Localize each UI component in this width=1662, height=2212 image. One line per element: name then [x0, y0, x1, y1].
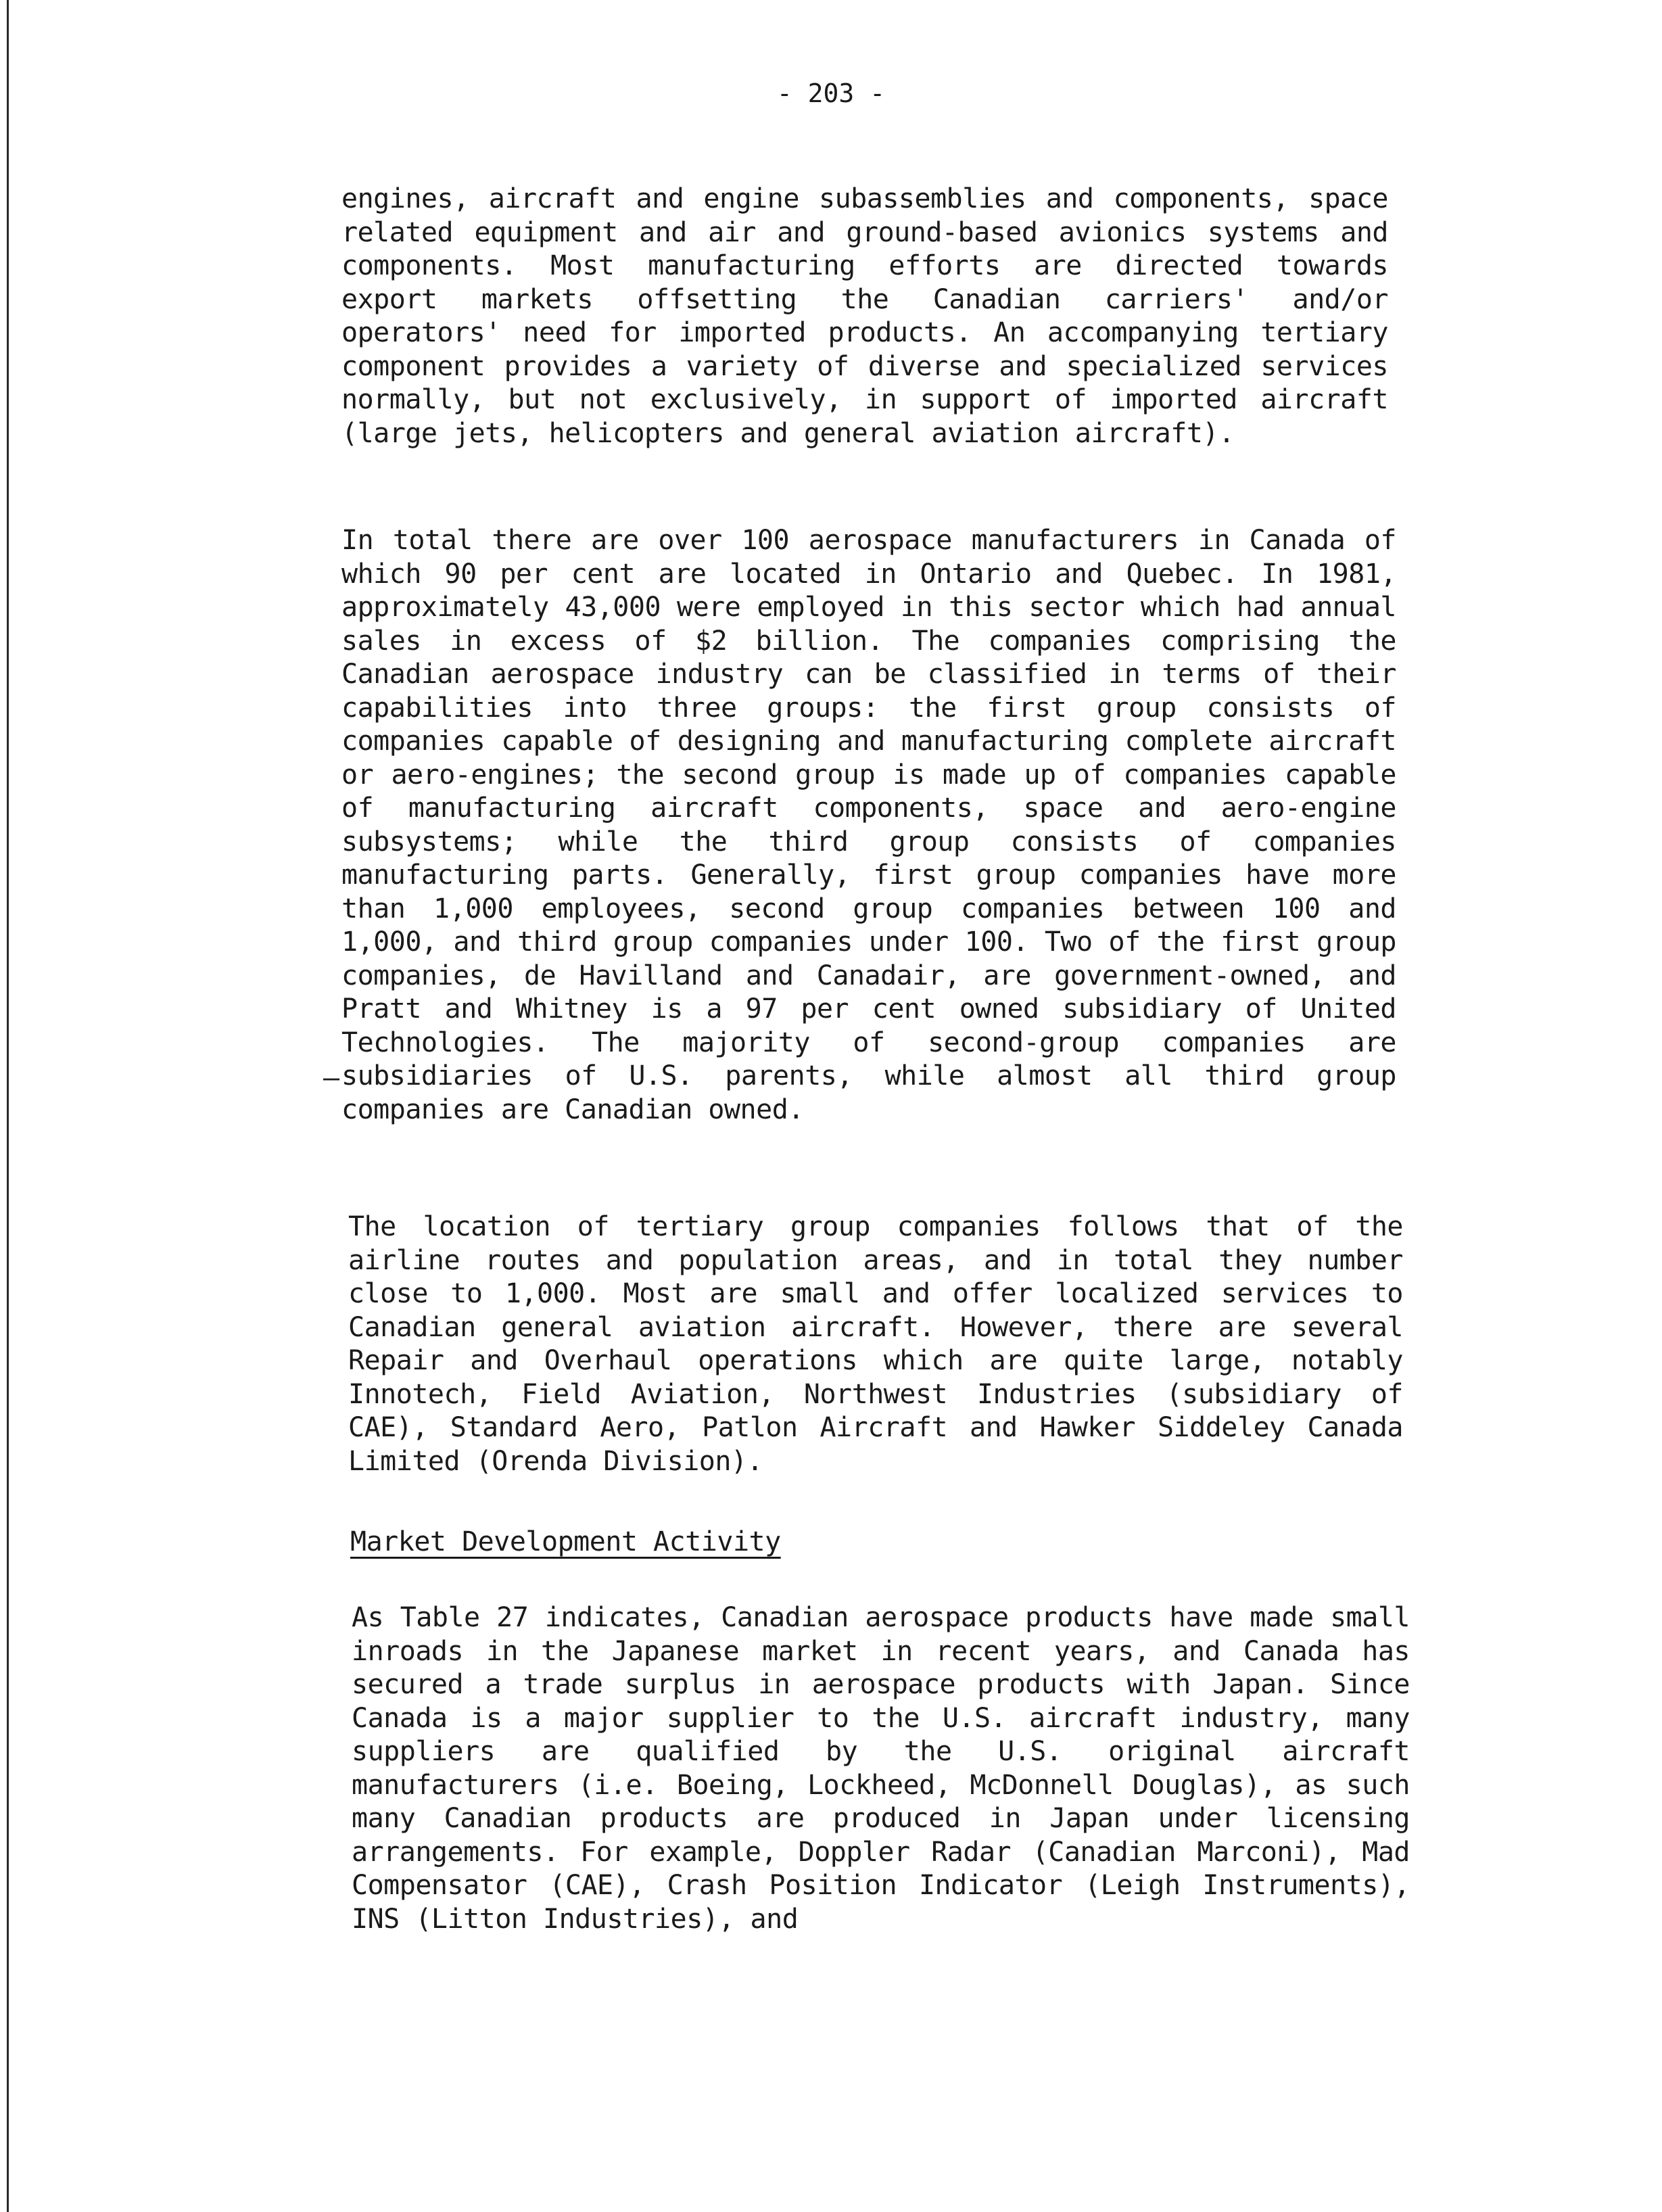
paragraph-aerospace-components: engines, aircraft and engine subassemblies and components, space related equipment and air and ground-based avionics systems and components. Most manufacturing efforts are directed towards export markets offsetting the Canadian carriers' and/or operators' need for imported products. An accompanying tertiary component provides a variety of diverse and specialized services normally, but not exclusively, in support of imported aircraft (large jets, helicopters and general aviation aircraft). — [341, 183, 1388, 449]
margin-mark: – — [323, 1062, 340, 1093]
page-number: - 203 - — [776, 78, 886, 108]
section-heading: Market Development Activity — [350, 1526, 781, 1557]
page-edge-rule — [7, 0, 9, 2212]
paragraph-market-development: As Table 27 indicates, Canadian aerospace products have made small inroads in the Japanese market in recent years, and Canada has secured a trade surplus in aerospace products with Japan. Since Canada is a major supplier to the U.S. aircraft industry, many suppliers are qualified by the U.S. original aircraft manufacturers (i.e. Boeing, Lockheed, McDonnell Douglas), as such many Canadian products are produced in Japan under licensing arrangements. For example, Doppler Radar (Canadian Marconi), Mad Compensator (CAE), Crash Position Indicator (Leigh Instruments), INS (Litton Industries), and — [352, 1602, 1410, 1935]
paragraph-tertiary-companies: The location of tertiary group companies follows that of the airline routes and population areas, and in total they number close to 1,000. Most are small and offer localized services to Canadian general aviation aircraft. However, there are several Repair and Overhaul operations which are quite large, notably Innotech, Field Aviation, Northwest Industries (subsidiary of CAE), Standard Aero, Patlon Aircraft and Hawker Siddeley Canada Limited (Orenda Division). — [348, 1211, 1403, 1477]
paragraph-aerospace-manufacturers: In total there are over 100 aerospace manufacturers in Canada of which 90 per cent are located in Ontario and Quebec. In 1981, approximately 43,000 were employed in this sector which had annual sales in excess of $2 billion. The companies comprising the Canadian aerospace industry can be classified in terms of their capabilities into three groups: the first group consists of companies capable of designing and manufacturing complete aircraft or aero-engines; the second group is made up of companies capable of manufacturing aircraft components, space and aero-engine subsystems; while the third group consists of companies manufacturing parts. Generally, first group companies have more than 1,000 employees, second group companies between 100 and 1,000, and third group companies under 100. Two of the first group companies, de Havilland and Canadair, are government-owned, and Pratt and Whitney is a 97 per cent owned subsidiary of United Technologies. The majority of second-group companies are subsidiaries of U.S. parents, while almost all third group companies are Canadian owned. — [341, 525, 1396, 1125]
